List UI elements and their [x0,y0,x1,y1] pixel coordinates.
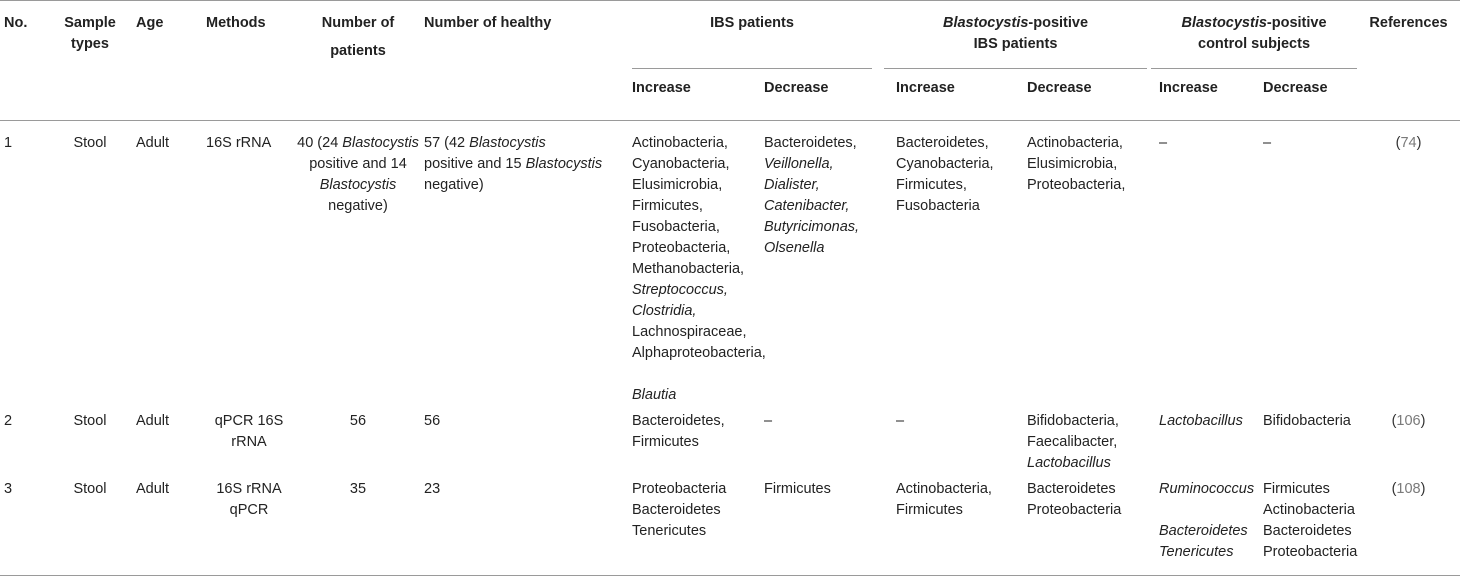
cell-method: 16S rRNA qPCR [216,480,282,518]
taxon-entry: Bacteroidetes, [632,412,725,429]
taxon-entry: Actinobacteria, [1027,134,1123,151]
cell-patients: 35 [349,480,367,497]
taxon-entry: Streptococcus, [632,281,728,298]
header-blastocystis-control: Blastocystis-positive control subjects [1147,1,1357,70]
header-methods: Methods [206,15,266,31]
taxon-entry: Alphaproteobacteria, [632,344,766,361]
cell-reference[interactable]: (108) [1391,480,1426,497]
taxon-entry: Clostridia, [632,302,697,319]
cell-ibs-decrease [752,474,884,576]
cell-bc-decrease [1251,120,1357,406]
cell-no: 1 [4,134,13,151]
taxon-entry: Tenericutes [1159,543,1234,560]
table-row [0,120,1460,406]
header-age: Age [136,15,164,31]
cell-bi-decrease [1015,120,1147,406]
cell-bc-decrease [1251,406,1357,474]
cell-reference[interactable]: (106) [1391,412,1426,429]
cell-sample: Stool [73,412,107,429]
taxon-entry: Bifidobacteria [1263,412,1351,429]
header-number-of-healthy: Number of healthy [424,15,552,31]
taxon-entry: Actinobacteria, [896,480,992,497]
cell-healthy: 56 [424,412,441,429]
taxon-entry: Proteobacteria [1263,543,1358,560]
cell-sample: Stool [73,480,107,497]
taxon-entry: Firmicutes, [632,197,703,214]
header-ibs-decrease: Decrease [764,80,829,96]
taxon-entry: Proteobacteria [1027,501,1122,518]
header-bi-decrease: Decrease [1027,80,1092,96]
taxon-entry: Firmicutes [896,501,963,518]
taxon-entry: Proteobacteria, [632,239,731,256]
taxon-entry: Tenericutes [632,522,707,539]
taxon-entry: Bacteroidetes [1263,522,1352,539]
taxon-entry: Bacteroidetes [1159,522,1248,539]
taxon-entry [1159,500,1251,521]
cell-method: qPCR 16S rRNA [214,412,284,450]
taxon-entry: Lachnospiraceae, [632,323,747,340]
cell-bi-increase [884,120,1015,406]
taxon-entry: Actinobacteria, [632,134,728,151]
cell-sample: Stool [73,134,107,151]
header-bc-decrease: Decrease [1263,80,1328,96]
taxon-entry: – [1263,134,1272,151]
header-row-1 [0,1,1460,70]
taxon-entry: Lactobacillus [1027,454,1111,471]
header-bi-increase: Increase [896,80,955,96]
taxon-entry [632,364,752,385]
cell-reference[interactable]: (74) [1395,134,1422,151]
taxon-entry: – [1159,134,1168,151]
taxon-entry: Bacteroidetes, [764,134,857,151]
taxon-entry: Firmicutes, [896,176,967,193]
cell-bi-increase [884,474,1015,576]
cell-ibs-increase [620,406,752,474]
taxon-entry: Methanobacteria, [632,260,745,277]
taxon-entry: Elusimicrobia, [1027,155,1118,172]
taxon-entry: Bacteroidetes [632,501,721,518]
header-bc-increase: Increase [1159,80,1218,96]
cell-bi-decrease [1015,474,1147,576]
taxon-entry: Butyricimonas, [764,218,860,235]
cell-healthy: 57 (42 Blastocystis positive and 15 Blastocystis negative) [424,134,603,193]
header-blastocystis-ibs: Blastocystis-positive IBS patients [884,1,1147,70]
taxon-entry: Elusimicrobia, [632,176,723,193]
cell-bc-increase [1147,406,1251,474]
taxon-entry: Bacteroidetes [1027,480,1116,497]
taxon-entry: Proteobacteria, [1027,176,1126,193]
cell-ibs-increase [620,120,766,406]
header-number-of-patients: Number of patients [321,15,395,59]
taxon-entry: Fusobacteria [896,197,980,214]
taxon-entry: Firmicutes [632,433,699,450]
taxon-entry: Catenibacter, [764,197,850,214]
table-row [0,406,1460,474]
taxon-entry: Lactobacillus [1159,412,1243,429]
taxon-entry: – [764,412,773,429]
cell-no: 2 [4,412,13,429]
taxon-entry: Cyanobacteria, [632,155,730,172]
cell-healthy: 23 [424,480,441,497]
taxon-entry: Firmicutes [764,480,831,497]
taxon-entry: Olsenella [764,239,825,256]
taxon-entry: Fusobacteria, [632,218,720,235]
cell-bi-increase [884,406,1015,474]
header-sample-types: Sample types [64,15,116,52]
taxon-entry: Cyanobacteria, [896,155,994,172]
taxon-entry: Firmicutes [1263,480,1330,497]
taxon-entry: Veillonella, [764,155,834,172]
header-ibs-patients: IBS patients [620,1,884,70]
cell-bc-decrease [1251,474,1357,576]
taxon-entry: Faecalibacter, [1027,433,1118,450]
taxon-entry: Dialister, [764,176,820,193]
cell-ibs-decrease [752,120,884,406]
cell-bi-decrease [1015,406,1147,474]
taxon-entry: Bifidobacteria, [1027,412,1119,429]
cell-age: Adult [136,480,170,497]
cell-ibs-decrease [752,406,884,474]
taxon-entry: Ruminococcus [1159,480,1255,497]
cell-method: 16S rRNA [206,134,272,151]
header-references: References [1369,15,1448,31]
cell-patients: 40 (24 Blastocystis positive and 14 Blastocystis negative) [297,134,419,214]
taxon-entry: – [896,412,905,429]
cell-ibs-increase [620,474,752,576]
taxon-entry: Blautia [632,386,677,403]
table-row [0,474,1460,576]
cell-age: Adult [136,412,170,429]
taxon-entry: Proteobacteria [632,480,727,497]
cell-bc-increase [1147,474,1255,576]
taxon-entry: Actinobacteria [1263,501,1355,518]
cell-patients: 56 [349,412,367,429]
cell-no: 3 [4,480,13,497]
cell-age: Adult [136,134,170,151]
header-no: No. [4,15,28,31]
header-ibs-increase: Increase [632,80,691,96]
taxon-entry: Bacteroidetes, [896,134,989,151]
cell-bc-increase [1147,120,1251,406]
